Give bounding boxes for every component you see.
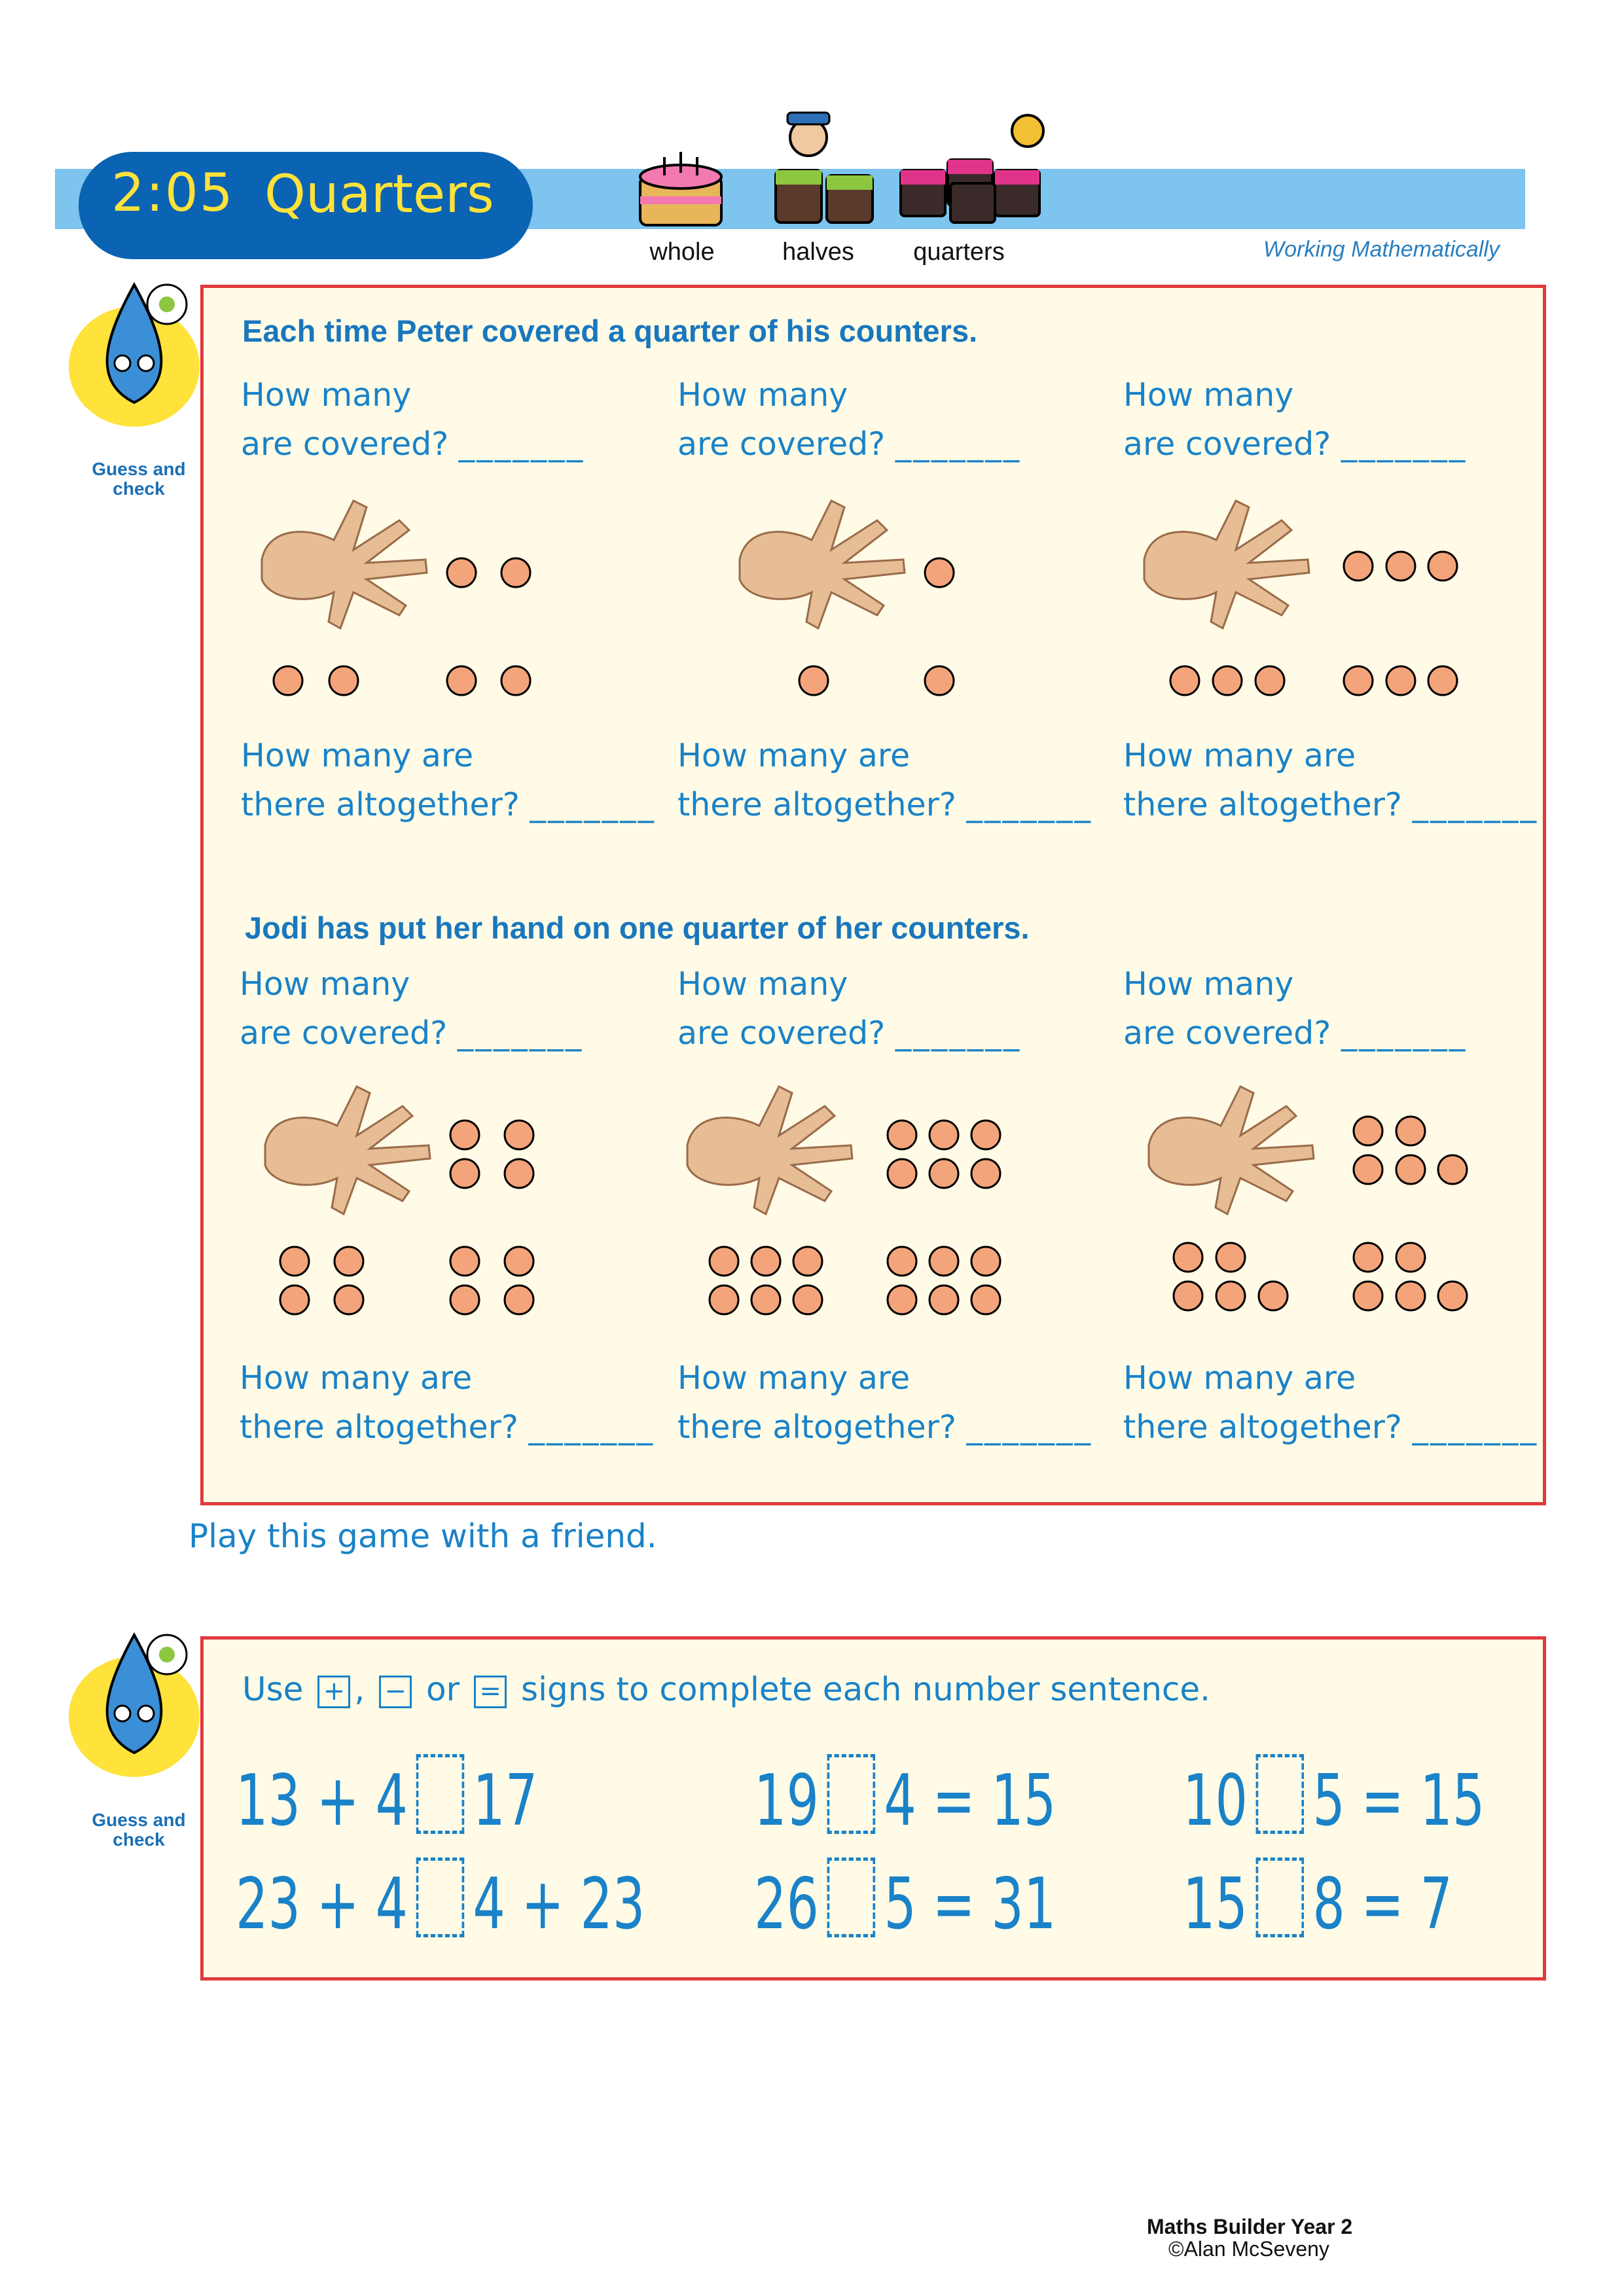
footer-book-title: Maths Builder Year 2 (1147, 2215, 1353, 2238)
answer-blank[interactable]: _______ (895, 1014, 1022, 1052)
counters-group-1 (262, 543, 550, 700)
counters-group-2 (753, 543, 975, 700)
mascot-caption: Guess and check (92, 459, 186, 499)
counters-group-4 (262, 1113, 550, 1322)
cake-label-quarters: quarters (913, 238, 1005, 266)
number-sentence-3: 10 5 = 15 (1183, 1754, 1485, 1842)
sign-answer-box[interactable] (1256, 1754, 1304, 1834)
cake-label-halves: halves (782, 238, 854, 266)
answer-blank[interactable]: _______ (528, 1408, 655, 1446)
number-sentence-4: 23 + 4 4 + 23 (236, 1857, 645, 1945)
answer-blank[interactable]: _______ (1341, 425, 1468, 463)
answer-blank[interactable]: _______ (1412, 786, 1538, 823)
cake-label-whole: whole (649, 238, 715, 266)
covered-question-6: How many are covered? _______ (1123, 965, 1468, 1052)
section1-heading: Each time Peter covered a quarter of his counters. (242, 314, 978, 348)
footer-copyright: ©Alan McSeveny (1168, 2237, 1329, 2261)
covered-question-1: How many are covered? _______ (241, 376, 585, 463)
sentence-instruction: Use + , − or = signs to complete each number sentence. (242, 1670, 1211, 1708)
answer-blank[interactable]: _______ (966, 1408, 1092, 1446)
sign-answer-box[interactable] (1256, 1857, 1304, 1937)
covered-question-5: How many are covered? _______ (677, 965, 1022, 1052)
answer-blank[interactable]: _______ (895, 425, 1022, 463)
total-question-1: How many are there altogether? _______ (241, 737, 656, 823)
sign-answer-box[interactable] (827, 1754, 875, 1834)
covered-question-3: How many are covered? _______ (1123, 376, 1468, 463)
quarters-cake-illustration (897, 105, 1060, 229)
sign-answer-box[interactable] (416, 1857, 464, 1937)
minus-sign-icon: − (379, 1676, 412, 1708)
answer-blank[interactable]: _______ (966, 786, 1092, 823)
play-instruction: Play this game with a friend. (189, 1517, 657, 1555)
number-sentence-1: 13 + 4 17 (236, 1754, 537, 1842)
answer-blank[interactable]: _______ (1412, 1408, 1538, 1446)
mascot-caption: Guess and check (92, 1810, 186, 1850)
mascot-icon (62, 1622, 206, 1779)
total-question-3: How many are there altogether? _______ (1123, 737, 1538, 823)
mascot-icon (62, 272, 206, 429)
covered-question-2: How many are covered? _______ (677, 376, 1022, 463)
answer-blank[interactable]: _______ (457, 1014, 584, 1052)
sign-answer-box[interactable] (827, 1857, 875, 1937)
section2-heading: Jodi has put her hand on one quarter of her counters. (245, 910, 1030, 945)
number-sentence-6: 15 8 = 7 (1183, 1857, 1453, 1945)
total-question-2: How many are there altogether? _______ (677, 737, 1092, 823)
answer-blank[interactable]: _______ (1341, 1014, 1468, 1052)
total-question-5: How many are there altogether? _______ (677, 1359, 1092, 1446)
whole-cake-illustration (628, 144, 733, 236)
sign-answer-box[interactable] (416, 1754, 464, 1834)
counters-group-3 (1152, 537, 1479, 700)
answer-blank[interactable]: _______ (530, 786, 656, 823)
lesson-number: 2:05 (111, 162, 234, 223)
counters-group-5 (694, 1113, 1021, 1322)
plus-sign-icon: + (317, 1676, 350, 1708)
lesson-title: Quarters (264, 164, 494, 224)
counters-group-6 (1152, 1109, 1479, 1319)
covered-question-4: How many are covered? _______ (240, 965, 584, 1052)
number-sentence-5: 26 5 = 31 (754, 1857, 1056, 1945)
equals-sign-icon: = (474, 1676, 507, 1708)
total-question-6: How many are there altogether? _______ (1123, 1359, 1538, 1446)
strand-label: Working Mathematically (1263, 237, 1500, 262)
halves-cake-illustration (769, 98, 880, 236)
number-sentence-2: 19 4 = 15 (754, 1754, 1056, 1842)
total-question-4: How many are there altogether? _______ (240, 1359, 655, 1446)
answer-blank[interactable]: _______ (458, 425, 585, 463)
